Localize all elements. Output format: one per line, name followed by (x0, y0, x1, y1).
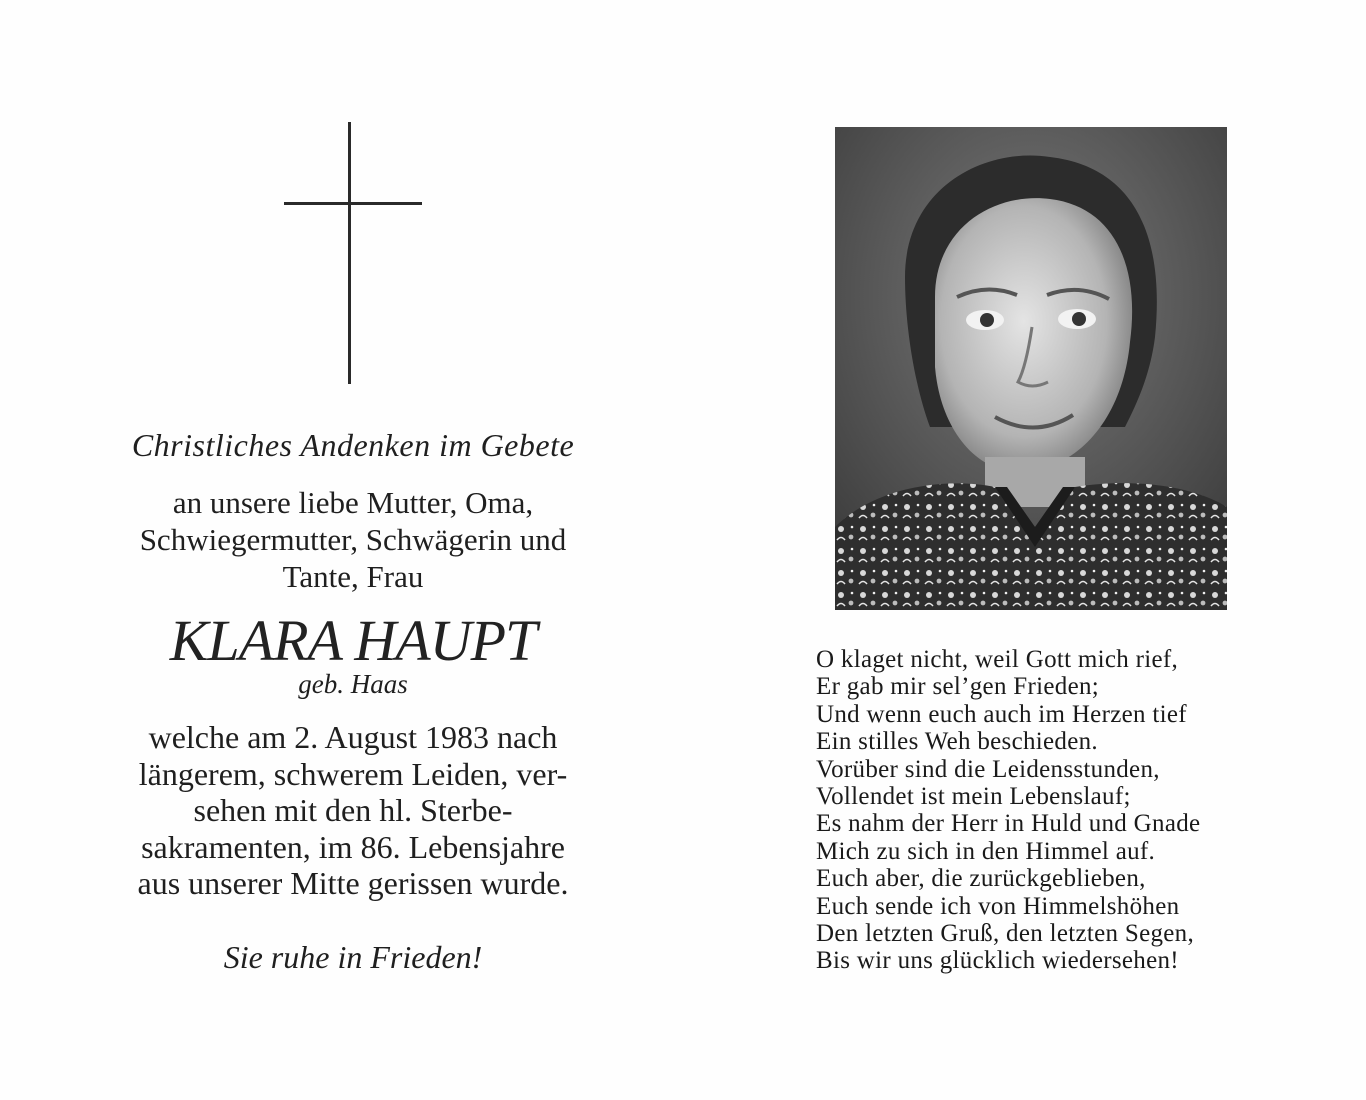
obituary-text (80, 719, 626, 902)
obituary-line: aus unserer Mitte gerissen wurde. (137, 865, 569, 901)
poem-line: Euch aber, die zurückgeblieben, (816, 865, 1146, 893)
closing-blessing: Sie ruhe in Frieden! (223, 939, 483, 975)
poem-line: Mich zu sich in den Himmel auf. (816, 837, 1156, 865)
obituary-line: welche am 2. August 1983 nach (148, 719, 558, 755)
obituary-line: längerem, schwerem Leiden, ver- (138, 755, 568, 792)
poem (816, 646, 1336, 975)
poem-line: Vorüber sind die Leidensstunden, (816, 755, 1160, 783)
poem-line: Er gab mir sel’gen Frieden; (816, 673, 1100, 701)
obituary-line: sehen mit den hl. Sterbe- (193, 792, 513, 828)
poem-line: O klaget nicht, weil Gott mich rief, (816, 646, 1179, 673)
poem-line: Euch sende ich von Himmelshöhen (816, 892, 1180, 920)
poem-line: Bis wir uns glücklich wiedersehen! (816, 947, 1179, 975)
cross-horizontal-bar (284, 202, 422, 205)
cross-vertical-bar (348, 122, 351, 384)
memorial-heading: Christliches Andenken im Gebete (131, 427, 575, 463)
portrait-photo (835, 127, 1227, 610)
dedication-line: Schwiegermutter, Schwägerin und (139, 522, 567, 557)
cross-icon (284, 122, 422, 384)
poem-line: Ein stilles Weh beschieden. (816, 728, 1098, 756)
poem-line: Es nahm der Herr in Huld und Gnade (816, 810, 1201, 838)
dedication-line: Tante, Frau (282, 559, 424, 594)
poem-line: Den letzten Gruß, den letzten Segen, (816, 920, 1195, 948)
dedication-text (80, 484, 626, 595)
deceased-name: KLARA HAUPT (169, 608, 537, 673)
poem-line: Vollendet ist mein Lebenslauf; (816, 783, 1131, 811)
obituary-line: sakramenten, im 86. Lebensjahre (141, 828, 565, 865)
maiden-name: geb. Haas (298, 669, 408, 699)
poem-line: Und wenn euch auch im Herzen tief (816, 700, 1187, 728)
dedication-line: an unsere liebe Mutter, Oma, (172, 485, 534, 520)
